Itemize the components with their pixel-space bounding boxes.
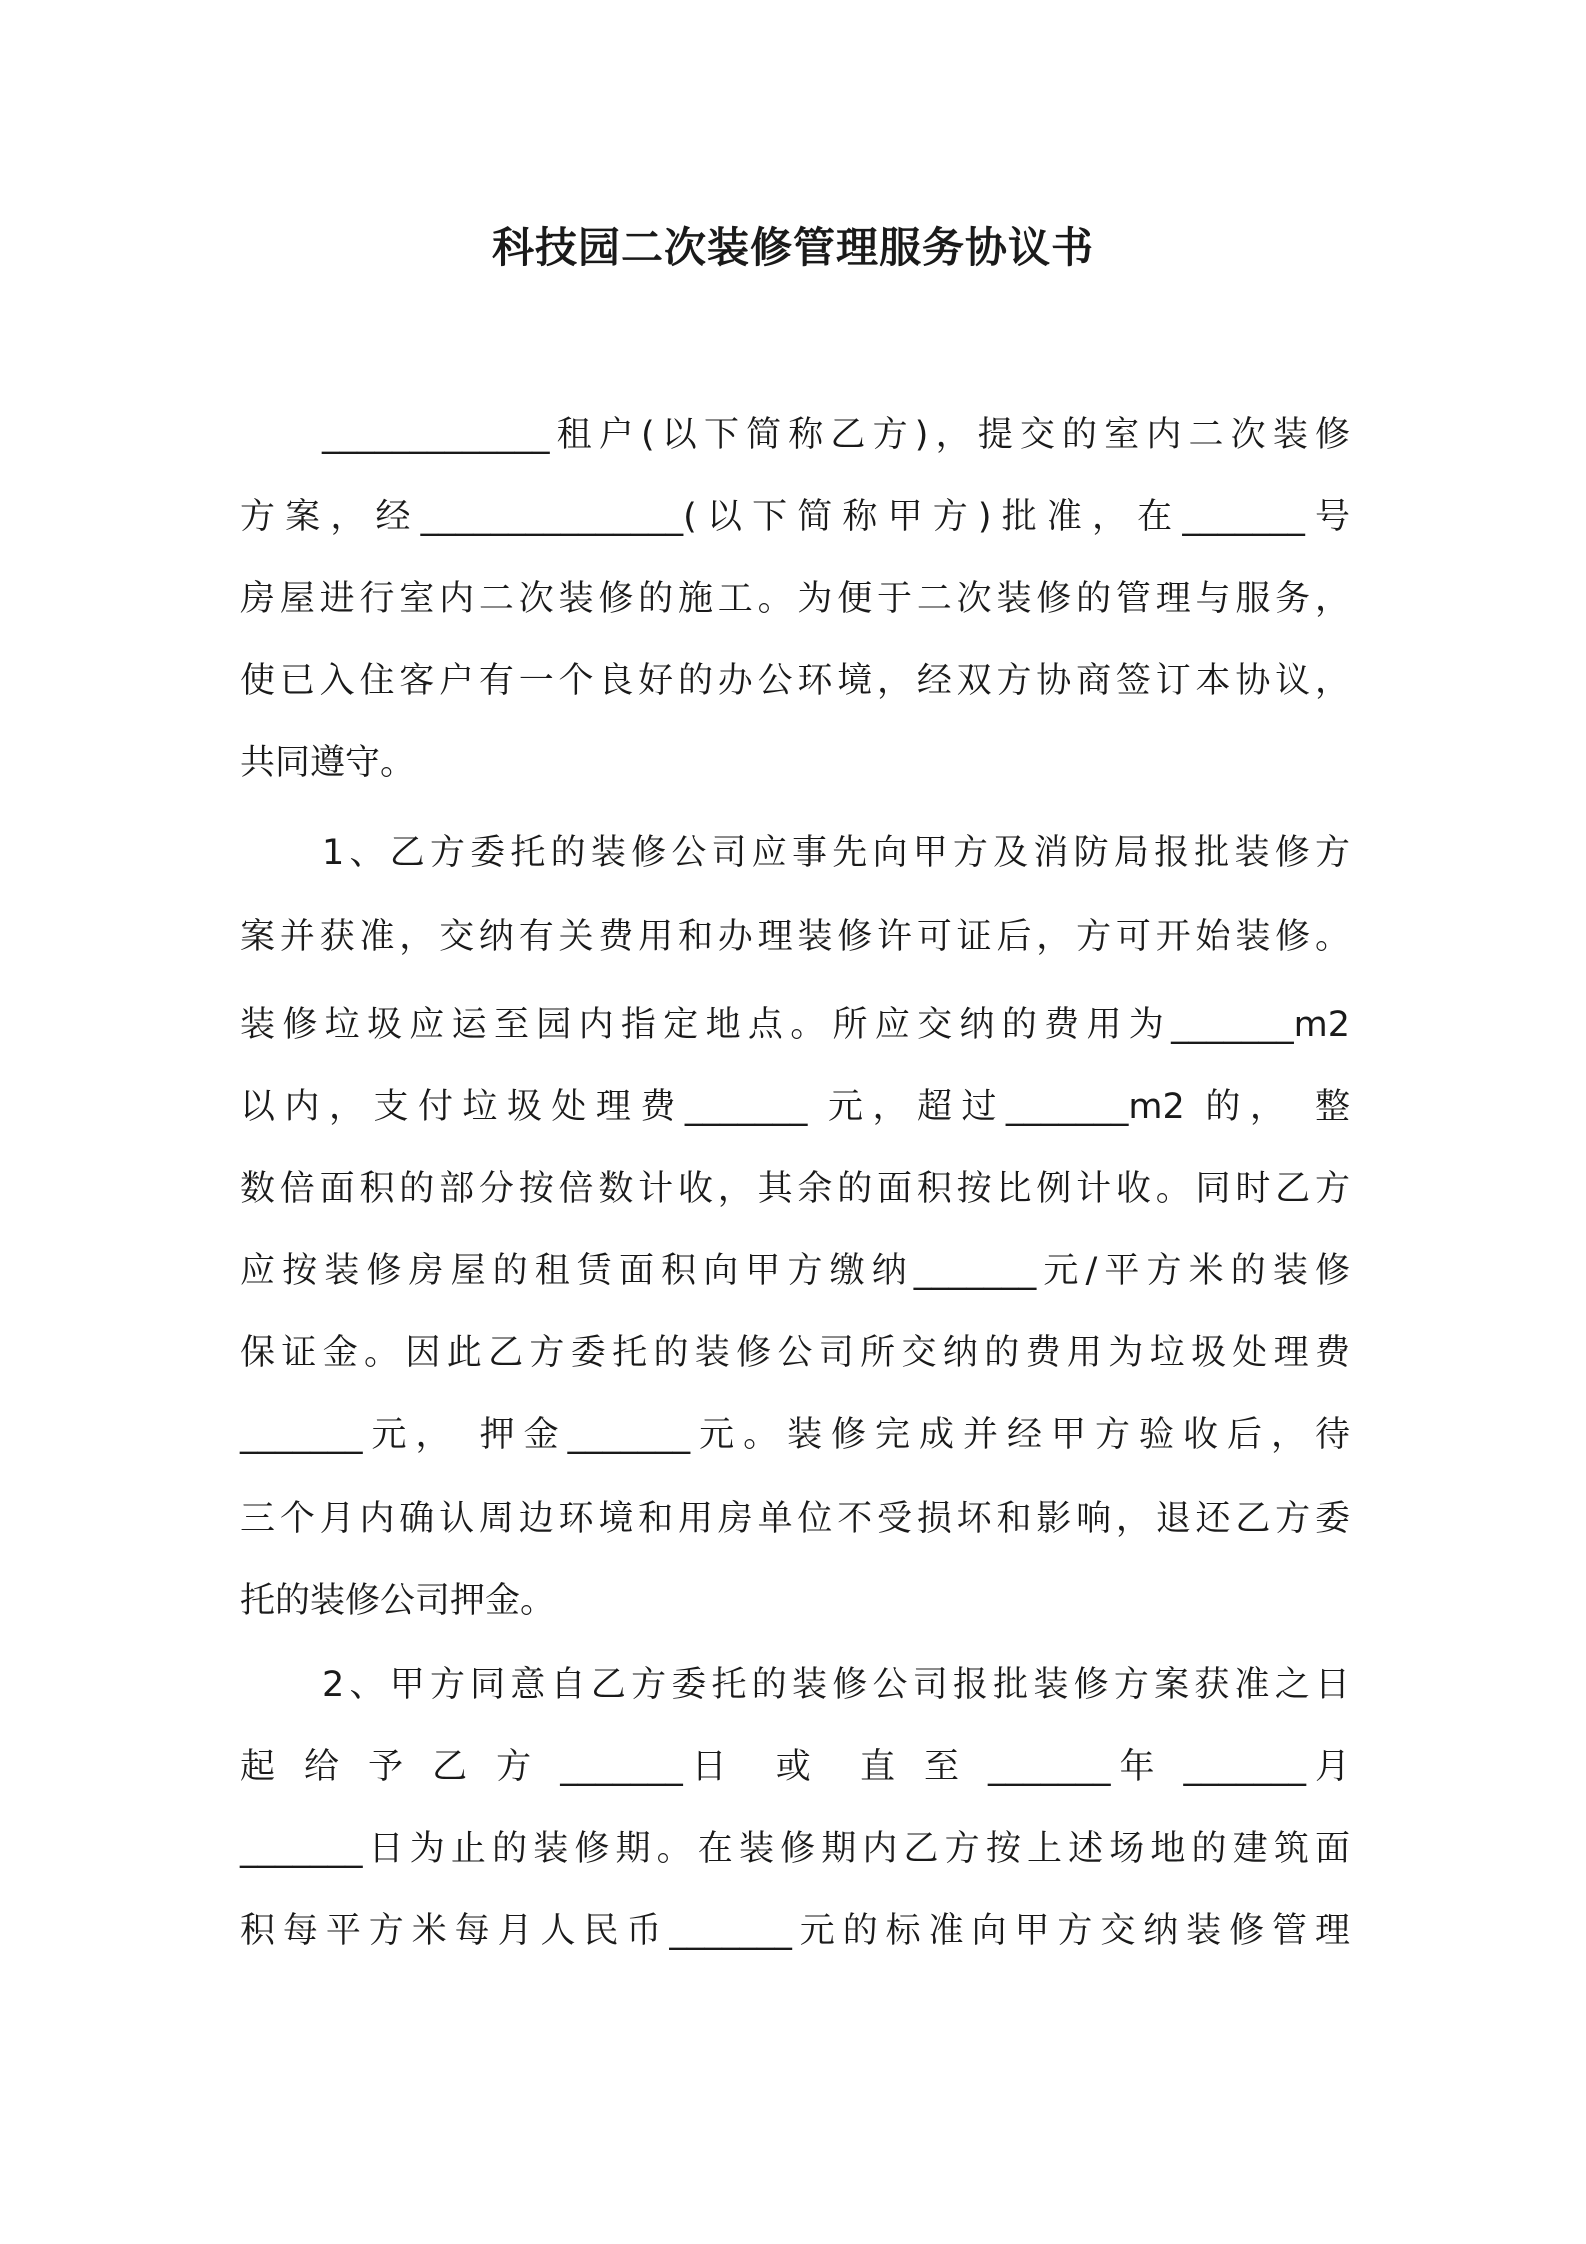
paragraph-line: 案并获准，交纳有关费用和办理装修许可证后，方可开始装修。 [240,917,1350,957]
paragraph-line: 房屋进行室内二次装修的施工。为便于二次装修的管理与服务， [240,579,1350,619]
paragraph-line: 1、乙方委托的装修公司应事先向甲方及消防局报批装修方 [322,833,1350,873]
paragraph-line: 使已入住客户有一个良好的办公环境，经双方协商签订本协议， [240,661,1350,701]
paragraph-line: 托的装修公司押金。 [240,1581,556,1621]
document-title: 科技园二次装修管理服务协议书 [491,223,1094,272]
paragraph-line: 方案，经_______________(以下简称甲方)批准，在_______号 [240,497,1350,537]
paragraph-line: 应按装修房屋的租赁面积向甲方缴纳_______元/平方米的装修 [240,1251,1350,1291]
paragraph-line: 数倍面积的部分按倍数计收，其余的面积按比例计收。同时乙方 [240,1169,1350,1209]
paragraph-line: 保证金。因此乙方委托的装修公司所交纳的费用为垃圾处理费 [240,1333,1350,1373]
paragraph-line: _______日为止的装修期。在装修期内乙方按上述场地的建筑面 [240,1829,1350,1869]
paragraph-line: _______元， 押金_______元。装修完成并经甲方验收后，待 [240,1415,1350,1455]
paragraph-line: 以内，支付垃圾处理费_______ 元，超过_______m2 的， 整 [240,1087,1350,1127]
paragraph-line: 共同遵守。 [240,743,416,783]
paragraph-line: 2、甲方同意自乙方委托的装修公司报批装修方案获准之日 [322,1665,1350,1705]
paragraph-line: 积每平方米每月人民币_______元的标准向甲方交纳装修管理 [240,1911,1350,1951]
paragraph-line: 装修垃圾应运至园内指定地点。所应交纳的费用为_______m2 [240,1005,1350,1045]
paragraph-line: 三个月内确认周边环境和用房单位不受损坏和影响，退还乙方委 [240,1499,1350,1539]
paragraph-line: 起 给 予 乙 方 _______日 或 直 至 _______年 _______月 [240,1747,1350,1787]
paragraph-line: _____________租户(以下简称乙方)，提交的室内二次装修 [322,415,1350,455]
